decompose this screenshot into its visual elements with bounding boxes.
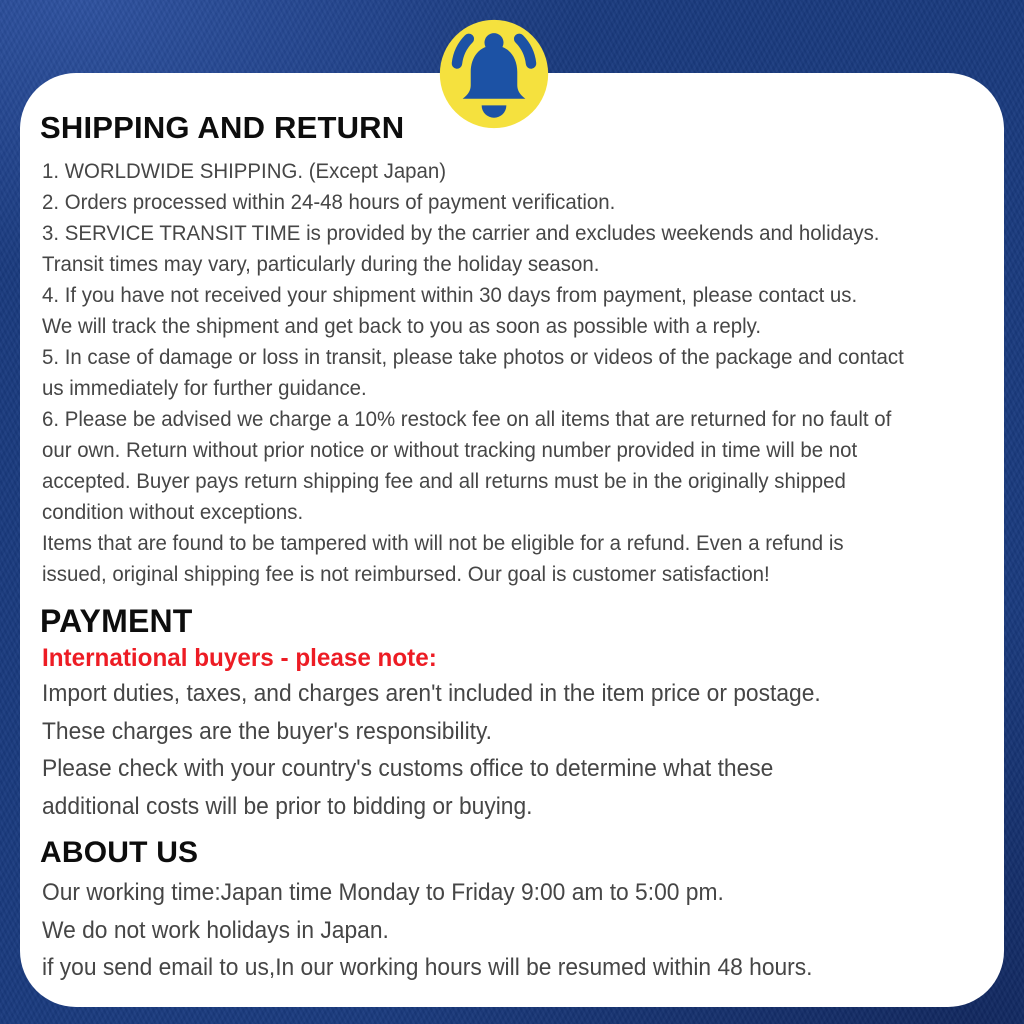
policy-line: us immediately for further guidance.: [42, 376, 367, 401]
policy-line: 6. Please be advised we charge a 10% restock fee on all items that are returned for no fault of: [42, 407, 892, 432]
policy-line: 5. In case of damage or loss in transit, please take photos or videos of the package and contact: [42, 345, 904, 370]
about-line: We do not work holidays in Japan.: [42, 916, 389, 944]
policy-line: 3. SERVICE TRANSIT TIME is provided by the carrier and excludes weekends and holidays.: [42, 221, 880, 246]
policy-line: issued, original shipping fee is not reimbursed. Our goal is customer satisfaction!: [42, 562, 770, 587]
payment-line: These charges are the buyer's responsibility.: [42, 717, 493, 745]
notification-badge: [437, 17, 551, 131]
policy-line: We will track the shipment and get back to you as soon as possible with a reply.: [42, 314, 762, 339]
bell-icon: [437, 17, 551, 131]
policy-line: accepted. Buyer pays return shipping fee and all returns must be in the originally shipped: [42, 469, 846, 494]
section-shipping-and-return: [32, 111, 990, 590]
section-payment: [32, 604, 990, 825]
policy-line: condition without exceptions.: [42, 500, 304, 525]
policy-line: 2. Orders processed within 24-48 hours of payment verification.: [42, 190, 616, 215]
international-buyers-note: International buyers - please note:: [42, 644, 437, 673]
payment-line: Please check with your country's customs office to determine what these: [42, 755, 774, 783]
shipping-heading: SHIPPING AND RETURN: [40, 110, 405, 145]
info-card: [20, 73, 1004, 1007]
policy-line: our own. Return without prior notice or without tracking number provided in time will be not: [42, 438, 858, 463]
section-about-us: [32, 837, 990, 987]
about-line: Our working time:Japan time Monday to Friday 9:00 am to 5:00 pm.: [42, 879, 724, 907]
payment-heading: PAYMENT: [40, 603, 193, 640]
policy-line: 4. If you have not received your shipment within 30 days from payment, please contact us.: [42, 283, 858, 308]
policy-line: 1. WORLDWIDE SHIPPING. (Except Japan): [42, 159, 447, 184]
about-heading: ABOUT US: [40, 836, 199, 870]
payment-line: Import duties, taxes, and charges aren't included in the item price or postage.: [42, 680, 821, 708]
policy-line: Transit times may vary, particularly during the holiday season.: [42, 252, 600, 277]
policy-line: Items that are found to be tampered with will not be eligible for a refund. Even a refund is: [42, 531, 844, 556]
about-line: if you send email to us,In our working hours will be resumed within 48 hours.: [42, 954, 813, 982]
payment-line: additional costs will be prior to bidding or buying.: [42, 792, 533, 820]
